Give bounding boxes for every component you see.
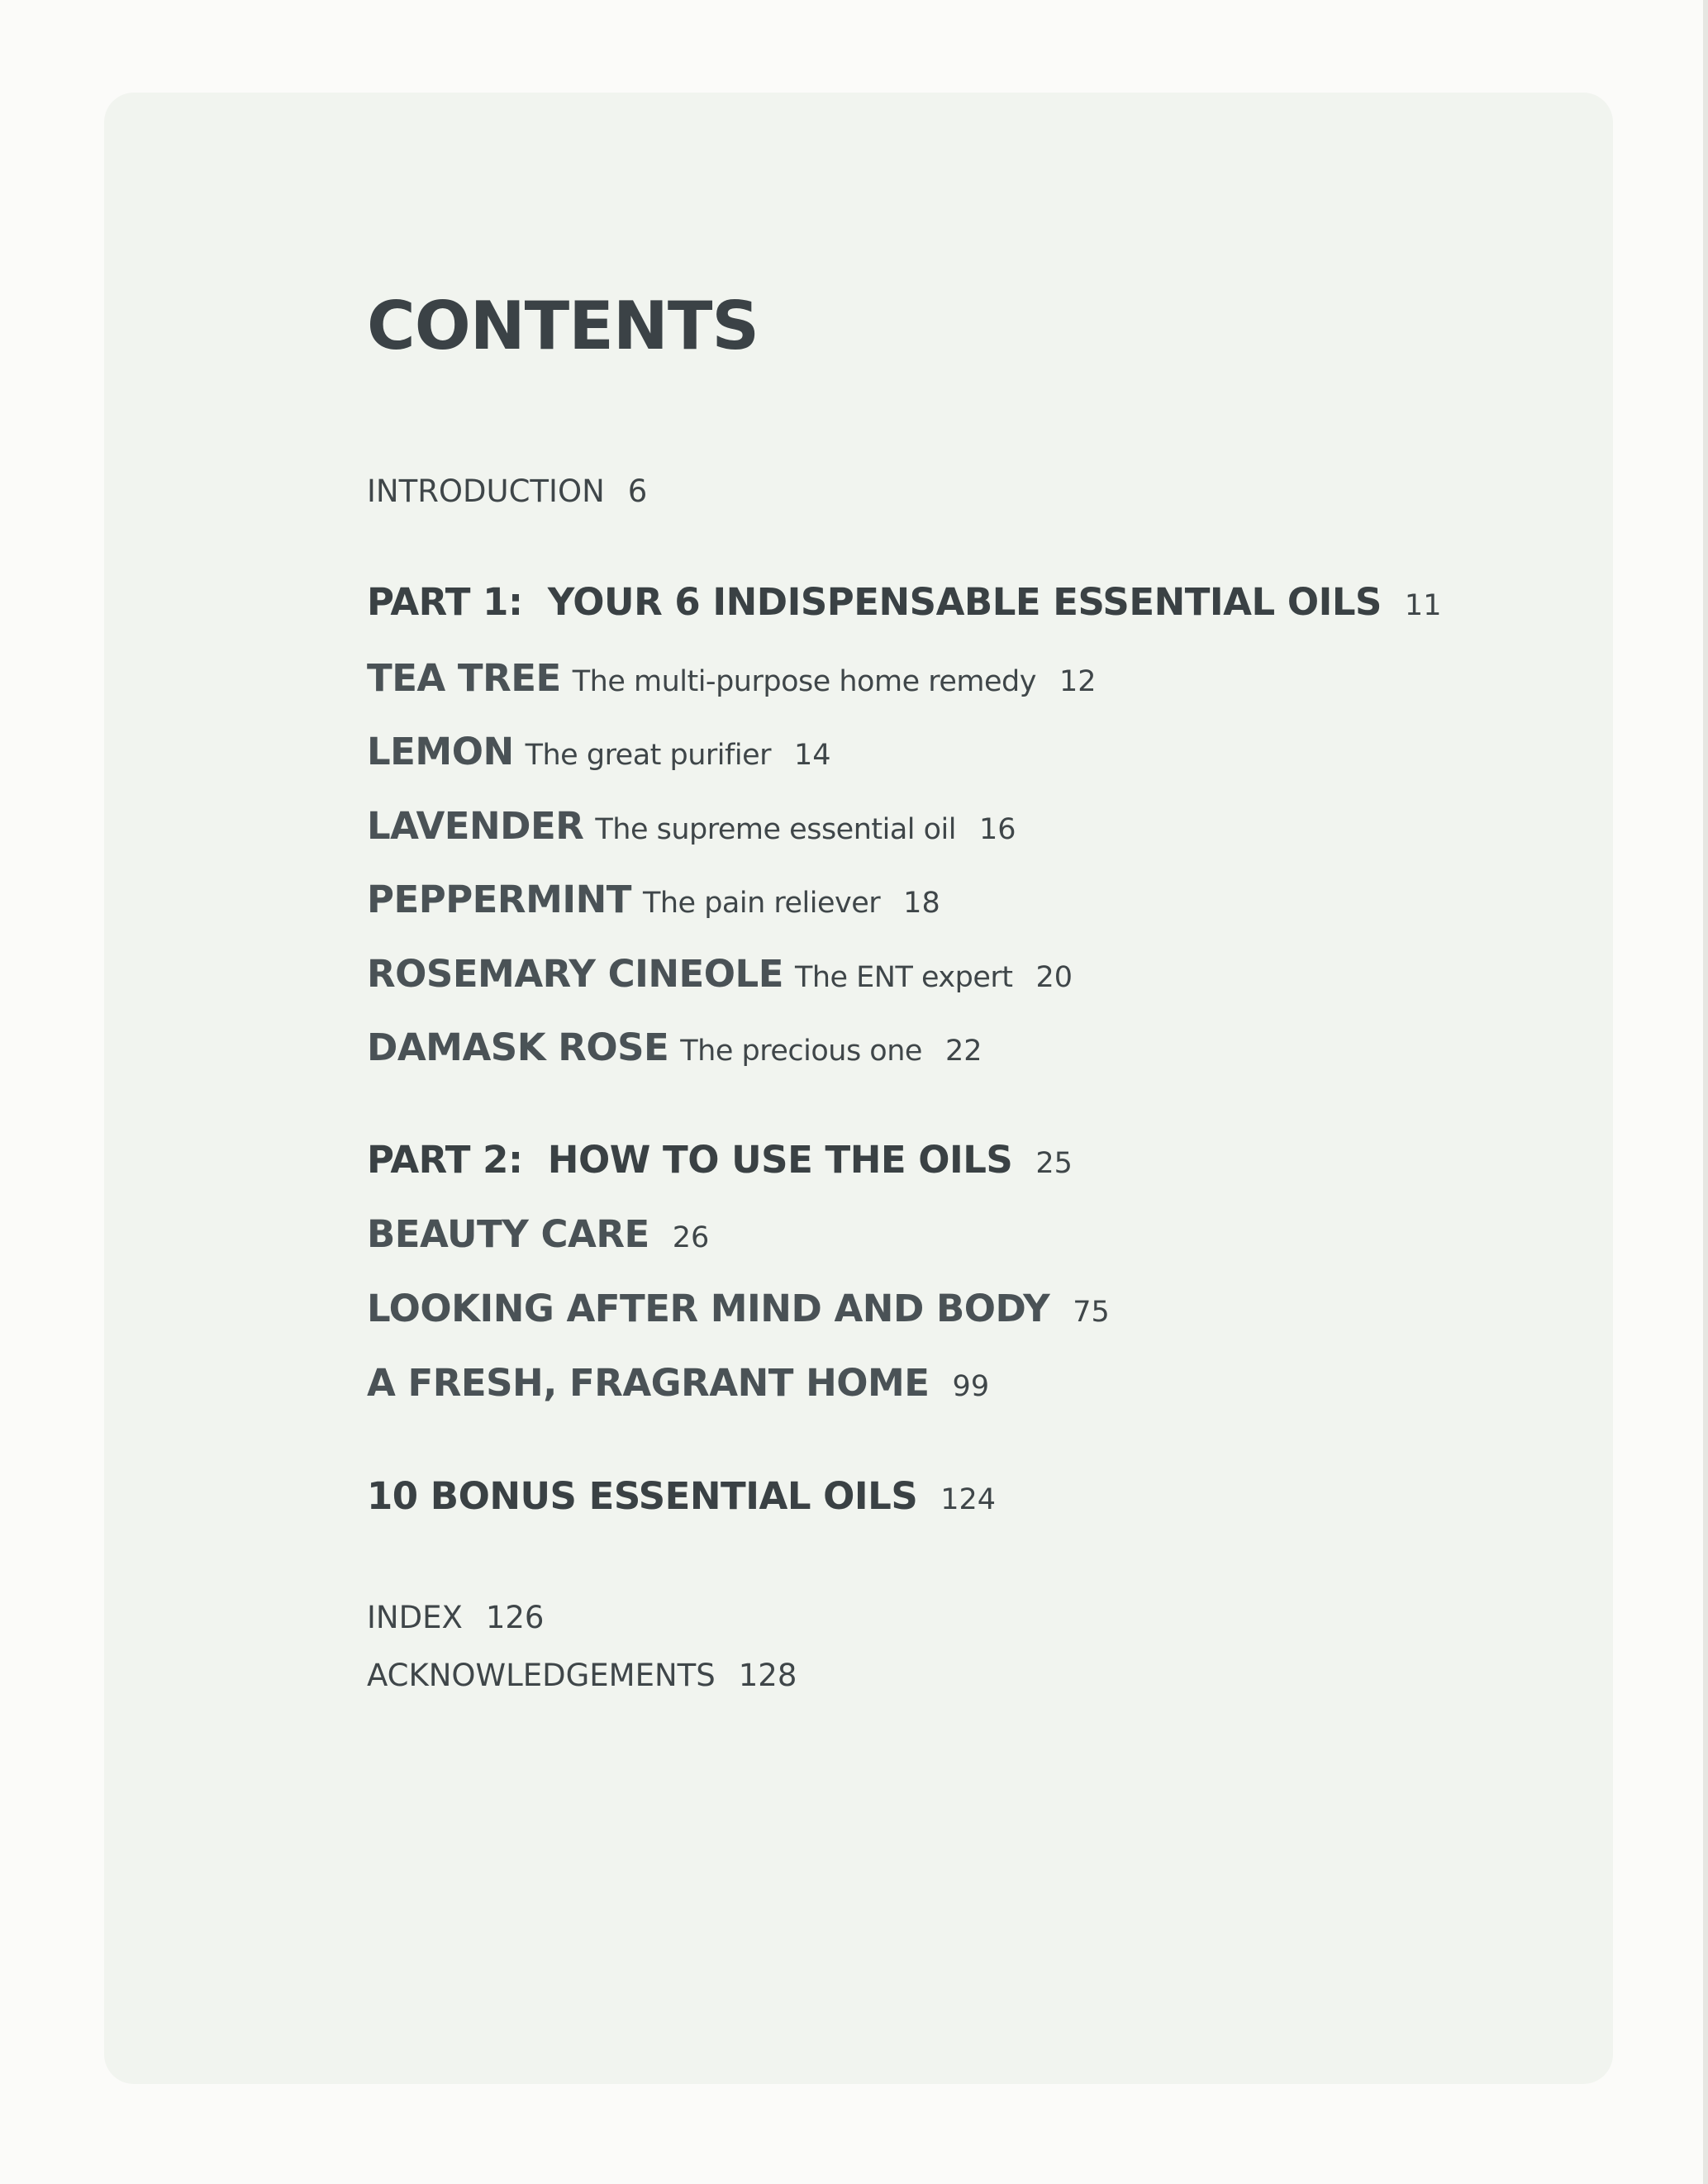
toc-entry-mind-and-body[interactable] <box>367 1287 1110 1330</box>
toc-page-number: 128 <box>738 1658 797 1693</box>
toc-page-number: 25 <box>1035 1147 1073 1180</box>
toc-entry-beauty-care[interactable] <box>367 1212 710 1256</box>
toc-page-number: 124 <box>940 1483 997 1516</box>
page-edge <box>1703 0 1708 2184</box>
toc-oil-name: PEPPERMINT <box>367 878 631 921</box>
toc-oil-name: LAVENDER <box>367 804 584 848</box>
toc-entry-damask-rose[interactable] <box>367 1025 982 1069</box>
toc-entry-tea-tree[interactable] <box>367 656 1097 700</box>
toc-oil-name: ROSEMARY CINEOLE <box>367 952 783 996</box>
toc-entry-fragrant-home[interactable] <box>367 1361 990 1405</box>
toc-entry-label: INDEX <box>367 1600 463 1635</box>
toc-oil-description: The great purifier <box>525 739 771 772</box>
toc-page-number: 14 <box>794 739 831 772</box>
toc-oil-description: The ENT expert <box>794 961 1013 994</box>
toc-oil-description: The supreme essential oil <box>595 813 957 846</box>
toc-page-number: 18 <box>903 887 940 920</box>
toc-entry-peppermint[interactable] <box>367 878 940 921</box>
toc-oil-name: LEMON <box>367 730 514 773</box>
toc-entry-label: INTRODUCTION <box>367 473 605 509</box>
toc-section-name: A FRESH, FRAGRANT HOME <box>367 1361 930 1405</box>
toc-entry-acknowledgements[interactable] <box>367 1660 797 1691</box>
toc-oil-description: The pain reliever <box>642 887 881 920</box>
toc-oil-description: The precious one <box>680 1035 922 1068</box>
page-title: CONTENTS <box>367 288 759 364</box>
toc-entry-introduction[interactable] <box>367 473 648 509</box>
toc-page-number: 20 <box>1035 961 1073 994</box>
toc-oil-name: DAMASK ROSE <box>367 1025 669 1069</box>
contents-panel <box>104 93 1613 2084</box>
toc-entry-part-2[interactable] <box>367 1138 1073 1182</box>
toc-entry-lavender[interactable] <box>367 804 1016 848</box>
toc-page-number: 75 <box>1073 1296 1110 1329</box>
toc-entry-part-1[interactable] <box>367 580 1442 624</box>
toc-page-number: 12 <box>1059 665 1097 698</box>
toc-entry-lemon[interactable] <box>367 730 831 773</box>
toc-page-number: 16 <box>979 813 1016 846</box>
toc-entry-rosemary-cineole[interactable] <box>367 952 1073 996</box>
toc-entry-label: PART 1: YOUR 6 INDISPENSABLE ESSENTIAL OILS <box>367 580 1382 624</box>
toc-page-number: 126 <box>485 1600 545 1635</box>
toc-page-number: 26 <box>672 1221 710 1254</box>
toc-oil-name: TEA TREE <box>367 656 561 700</box>
toc-entry-index[interactable] <box>367 1602 544 1633</box>
toc-section-name: BEAUTY CARE <box>367 1212 649 1256</box>
toc-entry-label: PART 2: HOW TO USE THE OILS <box>367 1138 1013 1182</box>
toc-page-number: 22 <box>944 1035 982 1068</box>
toc-entry-bonus-oils[interactable] <box>367 1474 997 1518</box>
toc-page-number: 99 <box>952 1370 990 1403</box>
toc-entry-label: 10 BONUS ESSENTIAL OILS <box>367 1474 918 1518</box>
toc-section-name: LOOKING AFTER MIND AND BODY <box>367 1287 1050 1330</box>
toc-page-number: 6 <box>627 473 648 509</box>
toc-oil-description: The multi-purpose home remedy <box>572 665 1036 698</box>
toc-page-number: 11 <box>1404 589 1442 622</box>
toc-entry-label: ACKNOWLEDGEMENTS <box>367 1658 716 1693</box>
